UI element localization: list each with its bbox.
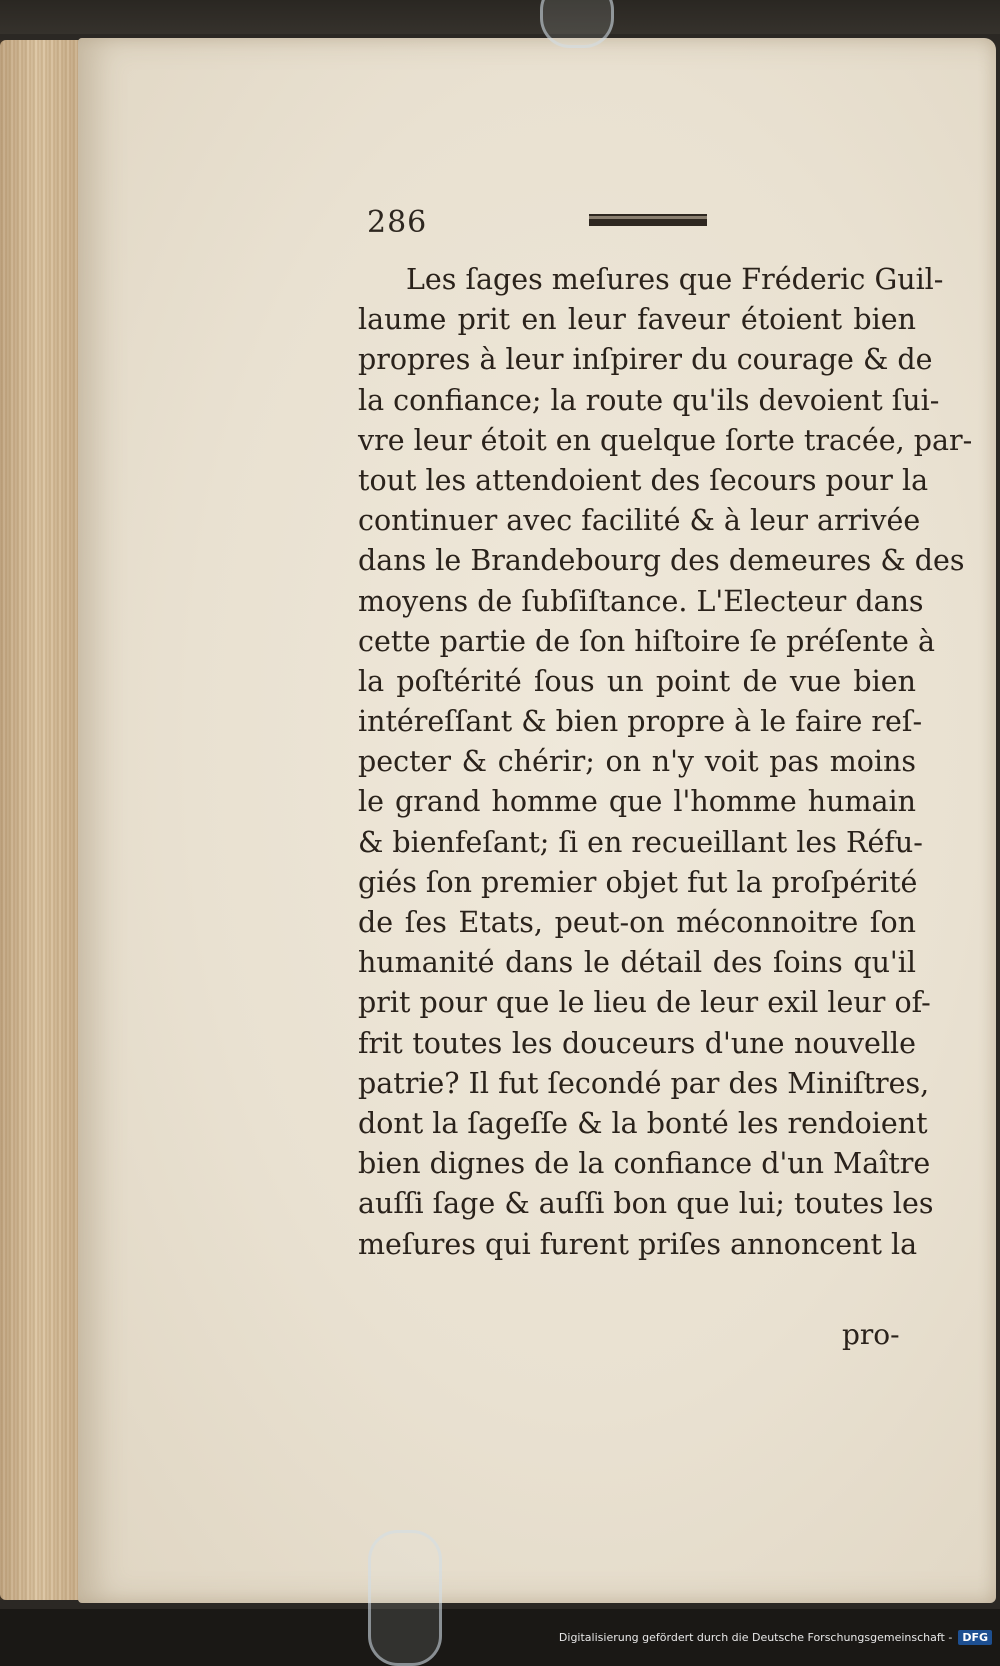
page-number: 286 — [367, 205, 428, 240]
text-line: dont la ſageſſe & la bonté les rendoient — [358, 1106, 928, 1140]
text-line: la confiance; la route qu'ils devoient ſui- — [358, 383, 940, 417]
text-line: & bienfeſant; ſi en recueillant les Réfu- — [358, 825, 923, 859]
body-text — [358, 260, 973, 1265]
text-line: le grand homme que l'homme humain — [358, 785, 916, 819]
text-line: frit toutes les douceurs d'une nouvelle — [358, 1026, 916, 1060]
page-clip-top — [540, 0, 614, 48]
text-line: de ſes Etats, peut-on méconnoitre ſon — [358, 906, 916, 939]
text-line: vre leur étoit en quelque ſorte tracée, par- — [358, 423, 973, 457]
text-line: cette partie de ſon hiſtoire ſe préſente à — [358, 624, 935, 658]
text-line: dans le Brandebourg des demeures & des — [358, 544, 965, 578]
text-line: tout les attendoient des ſecours pour la — [358, 463, 929, 497]
digitization-credit — [559, 1630, 992, 1645]
text-line: laume prit en leur faveur étoient bien — [358, 303, 916, 337]
text-line: moyens de ſubſiſtance. L'Electeur dans — [358, 584, 924, 618]
text-line: Les ſages meſures que Fréderic Guil- — [406, 263, 944, 296]
text-line: prit pour que le lieu de leur exil leur of- — [358, 986, 931, 1020]
dfg-logo: DFG — [958, 1630, 992, 1645]
text-line: intéreſſant & bien propre à le faire reſ- — [358, 705, 923, 739]
catchword: pro- — [842, 1318, 900, 1351]
text-line: auſſi ſage & auſſi bon que lui; toutes les — [358, 1187, 934, 1221]
text-line: propres à leur inſpirer du courage & de — [358, 343, 933, 377]
text-line: pecter & chérir; on n'y voit pas moins — [358, 745, 916, 779]
text-line: meſures qui furent priſes annoncent la — [358, 1227, 918, 1261]
header-ornament-rule — [589, 214, 707, 226]
text-line: bien dignes de la confiance d'un Maître — [358, 1147, 931, 1181]
text-line: continuer avec facilité & à leur arrivée — [358, 504, 921, 538]
text-line: giés ſon premier objet fut la proſpérité — [358, 865, 918, 899]
text-line: la poſtérité ſous un point de vue bien — [358, 664, 916, 698]
credit-text: Digitalisierung gefördert durch die Deutsche Forschungsgemeinschaft - — [558, 1631, 953, 1644]
text-line: patrie? Il fut ſecondé par des Miniſtres, — [358, 1066, 930, 1100]
page-clip-bottom — [368, 1530, 442, 1666]
text-line: humanité dans le détail des ſoins qu'il — [358, 946, 916, 980]
